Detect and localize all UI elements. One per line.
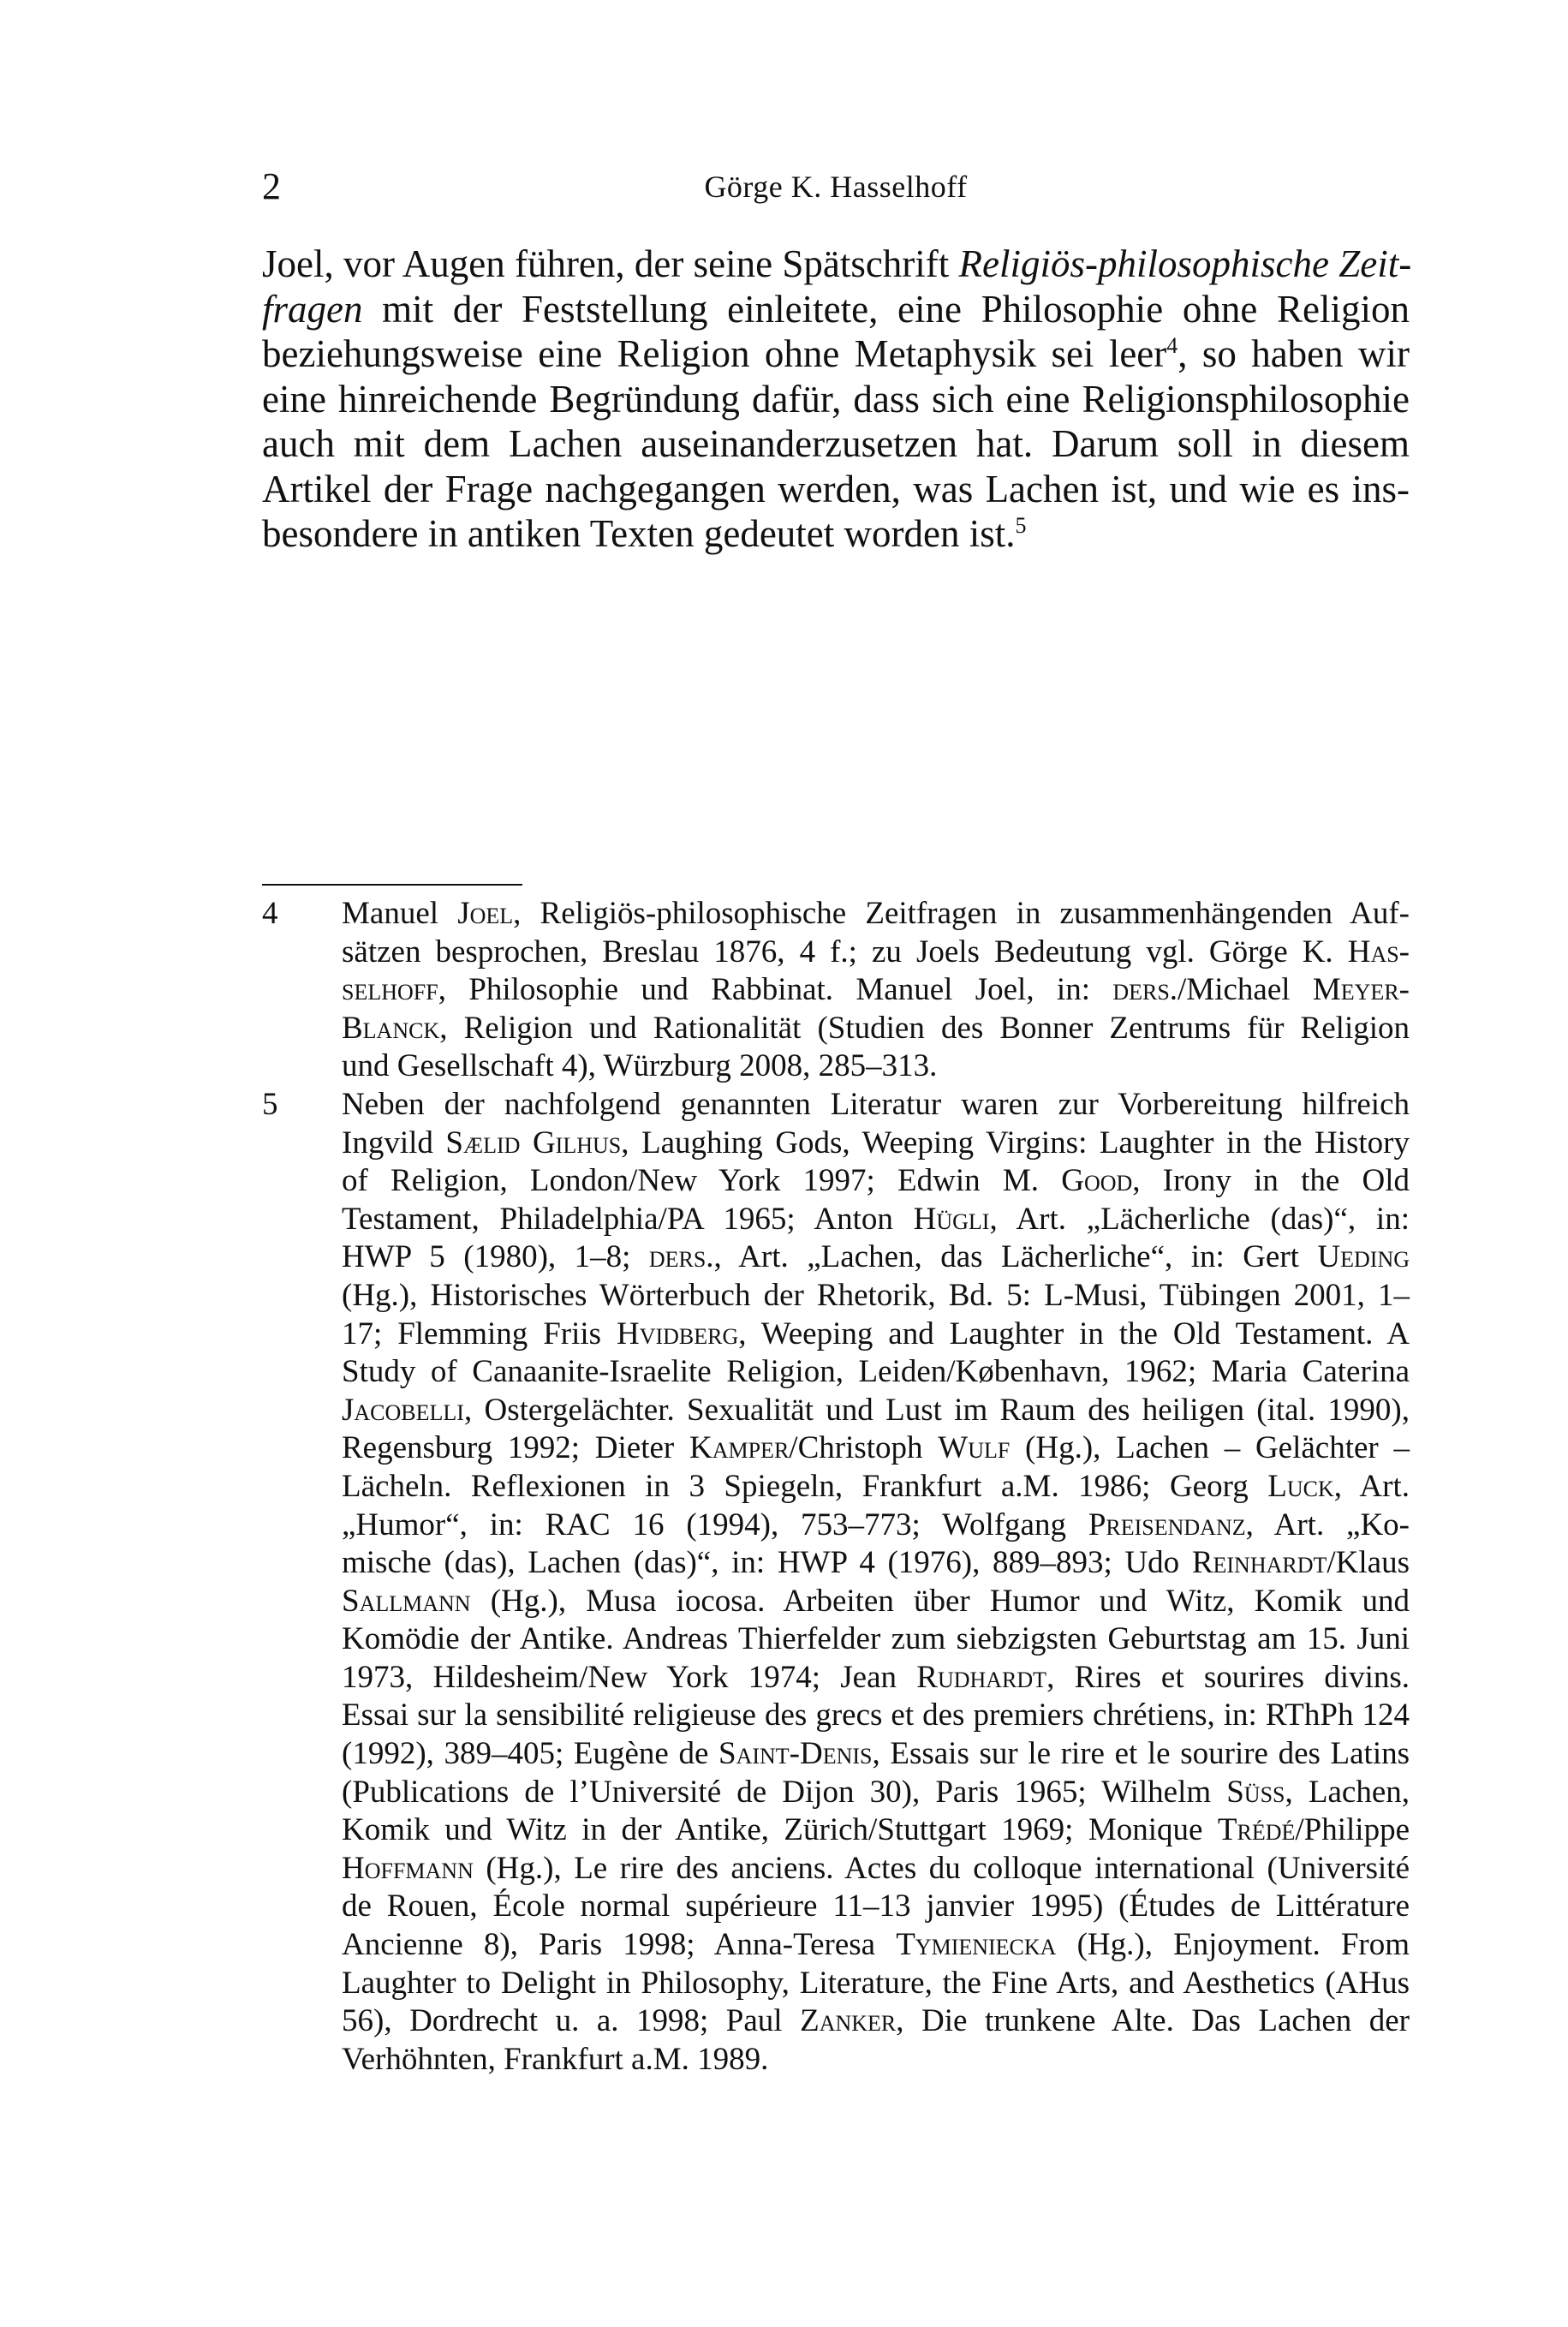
page-header — [262, 161, 1410, 212]
text-line — [342, 1010, 1410, 1048]
text-line — [342, 1468, 1410, 1507]
text-run: Laughter to Delight in Philosophy, Literature, the Fine Arts, and Aesthetics (AHus — [342, 1965, 1410, 2001]
text-run: (1992), 389–405; Eugène de — [342, 1736, 718, 1772]
text-line — [342, 1392, 1410, 1430]
text-line — [342, 1697, 1410, 1735]
author-name: Wulf — [938, 1430, 1011, 1466]
text-line — [262, 421, 1410, 467]
text-run: Manuel — [342, 896, 458, 931]
running-head: Görge K. Hasselhoff — [704, 170, 968, 204]
footnote-list — [262, 895, 1410, 2079]
author-name: Saint-Denis — [718, 1736, 873, 1772]
footnote-number: 5 — [262, 1086, 278, 1122]
footnote — [262, 895, 1410, 1086]
text-run: , Die trunkene Alte. Das Lachen der — [896, 2003, 1410, 2039]
text-line — [342, 1620, 1410, 1659]
text-run: Verhöhnten, Frankfurt a.M. 1989. — [342, 2041, 769, 2077]
text-line — [342, 1659, 1410, 1698]
text-line — [262, 331, 1410, 377]
author-name: Kamper — [689, 1430, 790, 1466]
text-line — [342, 1238, 1410, 1277]
page-number: 2 — [262, 165, 281, 207]
text-line — [262, 287, 1410, 332]
text-run: (Hg.), Lachen – Gelächter – — [1010, 1430, 1410, 1466]
text-run: , Essais sur le rire et le sourire des Latins — [872, 1736, 1410, 1772]
text-run: Regensburg 1992; Dieter — [342, 1430, 689, 1466]
footnote-ref[interactable]: 4 — [1166, 333, 1178, 358]
author-name: Süss — [1226, 1774, 1285, 1810]
text-run: Joel, vor Augen führen, der seine Spätschrift — [262, 242, 959, 285]
text-run: (Hg.), Enjoyment. From — [1056, 1927, 1410, 1963]
author-name: Has- — [1347, 934, 1410, 970]
text-line — [342, 1277, 1410, 1316]
author-name: ders. — [648, 1239, 714, 1275]
author-name: Jacobelli — [342, 1392, 464, 1428]
author-name: Ueding — [1317, 1239, 1410, 1275]
text-run: Lächeln. Reflexionen in 3 Spiegeln, Frankfurt a.M. 1986; Georg — [342, 1468, 1268, 1504]
text-line — [342, 971, 1410, 1010]
text-run: sätzen besprochen, Breslau 1876, 4 f.; zu Joels Bedeutung vgl. Görge K. — [342, 934, 1348, 970]
author-name: Trédé — [1217, 1812, 1296, 1848]
text-run: , Art. „Ko- — [1245, 1507, 1410, 1542]
text-line — [342, 1162, 1410, 1201]
footnote — [262, 1086, 1410, 2079]
author-name: Zanker — [800, 2003, 897, 2039]
footnote-ref[interactable]: 5 — [1015, 513, 1027, 538]
author-name: Hvidberg — [617, 1316, 739, 1351]
text-line — [262, 467, 1410, 512]
text-run: eine hinreichende Begründung dafür, dass sich eine Religionsphilosophie — [262, 377, 1410, 421]
text-run: Komik und Witz in der Antike, Zürich/Stuttgart 1969; Monique — [342, 1812, 1218, 1848]
text-run: , Religion und Rationalität (Studien des Bonner Zentrums für Religion — [439, 1010, 1410, 1046]
text-line — [342, 1353, 1410, 1392]
text-run: /Michael — [1177, 972, 1313, 1008]
text-run: , Weeping and Laughter in the Old Testament. A — [738, 1316, 1410, 1351]
text-run: /Christoph — [789, 1430, 939, 1466]
author-name: Hoffmann — [342, 1850, 474, 1886]
text-line — [342, 1201, 1410, 1239]
text-line — [342, 1429, 1410, 1468]
text-line — [342, 1850, 1410, 1888]
text-run: und Gesellschaft 4), Würzburg 2008, 285–313. — [342, 1048, 938, 1084]
author-name: Hügli — [913, 1201, 990, 1237]
text-line — [342, 1888, 1410, 1926]
text-line — [342, 1926, 1410, 1965]
author-name: Good — [1061, 1163, 1133, 1199]
text-run: mit der Feststellung einleitete, eine Philosophie ohne Religion — [362, 287, 1410, 331]
text-run: 17; Flemming Friis — [342, 1316, 617, 1351]
footnote-number: 4 — [262, 896, 278, 931]
author-name: Preisendanz — [1088, 1507, 1246, 1542]
author-name: Joel — [457, 896, 514, 931]
text-line — [342, 2002, 1410, 2041]
text-run: (Hg.), Musa iocosa. Arbeiten über Humor und Witz, Komik und — [470, 1583, 1410, 1619]
author-name: Luck — [1267, 1468, 1334, 1504]
text-line — [342, 1507, 1410, 1545]
footnote-separator — [262, 884, 522, 886]
text-run: , Rires et sourires divins. — [1046, 1659, 1410, 1695]
footnote-text — [342, 1086, 1410, 2079]
author-name: Sallmann — [342, 1583, 471, 1619]
text-run: , Art. — [1333, 1468, 1410, 1504]
text-line — [342, 1316, 1410, 1354]
author-name: Blanck — [342, 1010, 440, 1046]
text-run: , Irony in the Old — [1132, 1163, 1410, 1199]
text-run: , so haben wir — [1177, 332, 1410, 375]
text-run: 1973, Hildesheim/New York 1974; Jean — [342, 1659, 917, 1695]
author-name: Meyer- — [1312, 972, 1410, 1008]
text-run: Ancienne 8), Paris 1998; Anna-Teresa — [342, 1927, 897, 1963]
body-paragraph — [262, 242, 1410, 557]
text-line — [342, 1125, 1410, 1163]
text-run: , Art. „Lachen, das Lächerliche“, in: Gert — [713, 1239, 1318, 1275]
text-line — [342, 1774, 1410, 1812]
text-line — [342, 1544, 1410, 1583]
text-run: auch mit dem Lachen auseinanderzusetzen hat. Darum soll in diesem — [262, 422, 1410, 465]
text-run: 56), Dordrecht u. a. 1998; Paul — [342, 2003, 801, 2039]
italic-title: fragen — [262, 287, 363, 331]
text-line — [262, 242, 1410, 287]
text-line — [342, 1086, 1410, 1125]
text-run: , Laughing Gods, Weeping Virgins: Laughter in the History — [621, 1125, 1410, 1161]
text-line — [342, 934, 1410, 972]
text-line — [342, 1583, 1410, 1621]
italic-title: Religiös-philosophische Zeit- — [958, 242, 1412, 285]
text-run: besondere in antiken Texten gedeutet worden ist. — [262, 512, 1016, 555]
text-run: de Rouen, École normal supérieure 11–13 janvier 1995) (Études de Littérature — [342, 1888, 1410, 1924]
text-run: Testament, Philadelphia/PA 1965; Anton — [342, 1201, 914, 1237]
author-name: selhoff — [342, 972, 438, 1008]
text-run: , Philosophie und Rabbinat. Manuel Joel, in: — [438, 972, 1113, 1008]
text-line — [342, 1965, 1410, 2003]
author-name: Sælid Gilhus — [445, 1125, 622, 1161]
text-run: beziehungsweise eine Religion ohne Metaphysik sei leer — [262, 332, 1167, 375]
author-name: Reinhardt — [1191, 1545, 1327, 1581]
text-run: Ingvild — [342, 1125, 446, 1161]
text-run: of Religion, London/New York 1997; Edwin M. — [342, 1163, 1062, 1199]
text-run: Neben der nachfolgend genannten Literatur waren zur Vorbereitung hilfreich — [342, 1086, 1410, 1122]
text-run: „Humor“, in: RAC 16 (1994), 753–773; Wolfgang — [342, 1507, 1088, 1542]
author-name: Tymieniecka — [896, 1927, 1057, 1963]
text-run: , Religiös-philosophische Zeitfragen in zusammenhängenden Auf- — [513, 896, 1410, 931]
text-line — [262, 377, 1410, 422]
text-line — [342, 1735, 1410, 1774]
text-line — [342, 1811, 1410, 1850]
text-run: /Philippe — [1295, 1812, 1410, 1848]
text-run: Komödie der Antike. Andreas Thierfelder zum siebzigsten Geburtstag am 15. Juni — [342, 1621, 1410, 1657]
text-run: , Ostergelächter. Sexualität und Lust im Raum des heiligen (ital. 1990), — [463, 1392, 1410, 1428]
text-run: , Lachen, — [1285, 1774, 1410, 1810]
text-run: (Hg.), Historisches Wörterbuch der Rhetorik, Bd. 5: L-Musi, Tübingen 2001, 1– — [342, 1277, 1410, 1313]
text-run: /Klaus — [1327, 1545, 1410, 1581]
text-line — [342, 1047, 1410, 1086]
author-name: Rudhardt — [916, 1659, 1047, 1695]
footnote-text — [342, 895, 1410, 1086]
text-run: , Art. „Lächerliche (das)“, in: — [989, 1201, 1410, 1237]
author-name: ders. — [1112, 972, 1178, 1008]
text-run: Essai sur la sensibilité religieuse des grecs et des premiers chrétiens, in: RThPh 124 — [342, 1698, 1410, 1733]
text-run: Artikel der Frage nachgegangen werden, was Lachen ist, und wie es ins- — [262, 467, 1410, 510]
text-run: HWP 5 (1980), 1–8; — [342, 1239, 649, 1275]
text-run: (Publications de l’Université de Dijon 30), Paris 1965; Wilhelm — [342, 1774, 1227, 1810]
text-line — [342, 895, 1410, 934]
text-line — [262, 511, 1410, 557]
text-line — [342, 2041, 1410, 2079]
text-run: mische (das), Lachen (das)“, in: HWP 4 (1976), 889–893; Udo — [342, 1545, 1192, 1581]
text-run: (Hg.), Le rire des anciens. Actes du colloque international (Université — [473, 1850, 1410, 1886]
text-run: Study of Canaanite-Israelite Religion, Leiden/København, 1962; Maria Caterina — [342, 1354, 1410, 1390]
